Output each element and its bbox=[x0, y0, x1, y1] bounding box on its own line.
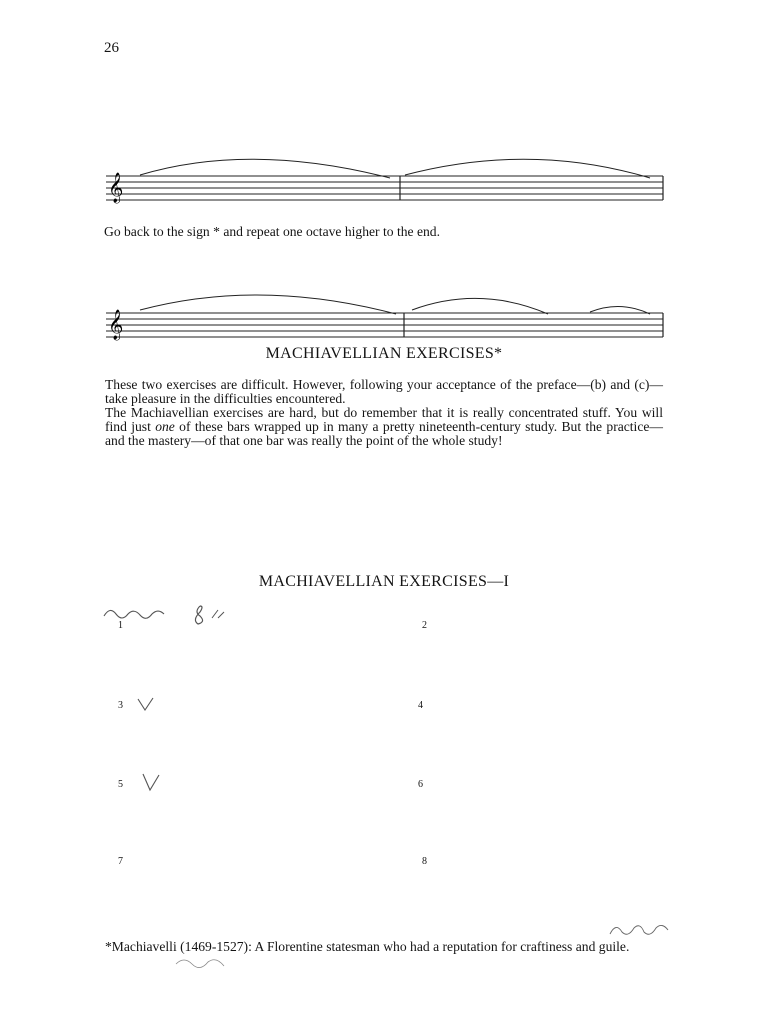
exercise-staff-1 bbox=[0, 615, 768, 675]
handwritten-scribble bbox=[172, 954, 232, 974]
bar-number: 2 bbox=[422, 620, 427, 631]
bar-number: 7 bbox=[118, 856, 123, 867]
repeat-instruction: Go back to the sign * and repeat one octave higher to the end. bbox=[104, 224, 440, 239]
bar-number: 6 bbox=[418, 779, 423, 790]
bar-number: 3 bbox=[118, 700, 123, 711]
bar-number: 8 bbox=[422, 856, 427, 867]
footnote: *Machiavelli (1469-1527): A Florentine statesman who had a reputation for craftiness and guile. bbox=[105, 939, 630, 954]
treble-clef-icon: 𝄞 bbox=[108, 173, 124, 203]
exercise-title: MACHIAVELLIAN EXERCISES—I bbox=[258, 573, 510, 590]
intro-text bbox=[105, 378, 663, 448]
exercise-staff-3 bbox=[0, 780, 768, 840]
intro-paragraph-1: These two exercises are difficult. However, following your acceptance of the preface—(b) and (c)—take pleasure in the difficulties encountered. bbox=[105, 377, 663, 406]
handwritten-margin-note bbox=[606, 920, 674, 940]
bar-number: 5 bbox=[118, 779, 123, 790]
exercise-staff-2 bbox=[0, 700, 768, 760]
music-staff-top-1 bbox=[0, 80, 768, 203]
bar-number: 1 bbox=[118, 620, 123, 631]
page-number: 26 bbox=[104, 40, 119, 56]
section-title: MACHIAVELLIAN EXERCISES* bbox=[265, 345, 503, 362]
treble-clef-icon: 𝄞 bbox=[108, 310, 124, 340]
intro-paragraph-2: The Machiavellian exercises are hard, but do remember that it is really concentrated stuff. You will find just one of these bars wrapped up in many a pretty nineteenth-century study. But the practice—and the mastery—of that one bar was really the point of the whole study! bbox=[105, 405, 663, 448]
repeat-sign-icon: * bbox=[213, 224, 220, 239]
bar-number: 4 bbox=[418, 700, 423, 711]
exercise-staff-4 bbox=[0, 862, 768, 922]
